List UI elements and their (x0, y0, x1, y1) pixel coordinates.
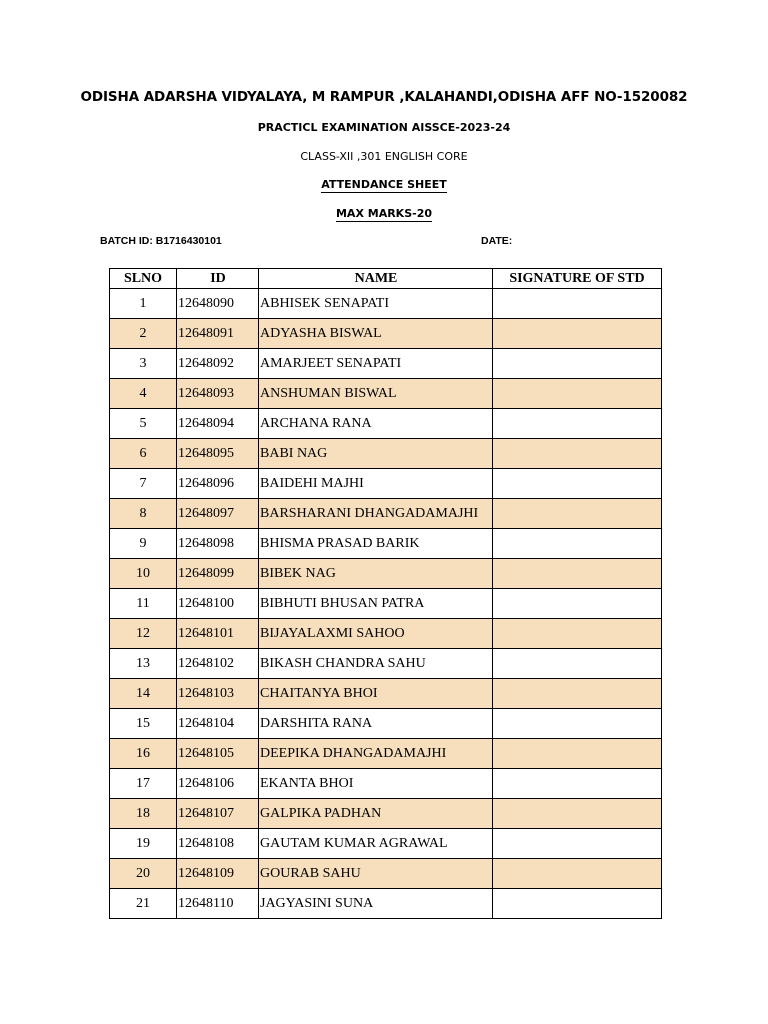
id-cell: 12648093 (177, 379, 259, 409)
slno-cell: 10 (110, 559, 177, 589)
slno-cell: 15 (110, 709, 177, 739)
id-cell: 12648105 (177, 739, 259, 769)
signature-cell[interactable] (493, 349, 662, 379)
table-row (110, 649, 662, 679)
class-subtitle: CLASS-XII ,301 ENGLISH CORE (300, 150, 468, 163)
name-cell: DARSHITA RANA (259, 709, 493, 739)
signature-cell[interactable] (493, 439, 662, 469)
id-cell: 12648098 (177, 529, 259, 559)
signature-cell[interactable] (493, 649, 662, 679)
slno-cell: 16 (110, 739, 177, 769)
slno-cell: 19 (110, 829, 177, 859)
id-cell: 12648101 (177, 619, 259, 649)
slno-cell: 12 (110, 619, 177, 649)
table-row (110, 499, 662, 529)
id-cell: 12648090 (177, 289, 259, 319)
slno-cell: 21 (110, 889, 177, 919)
id-cell: 12648099 (177, 559, 259, 589)
signature-cell[interactable] (493, 529, 662, 559)
date-label: DATE: (481, 235, 513, 247)
slno-cell: 3 (110, 349, 177, 379)
table-row (110, 889, 662, 919)
signature-cell[interactable] (493, 739, 662, 769)
table-row (110, 319, 662, 349)
slno-cell: 14 (110, 679, 177, 709)
table-row (110, 859, 662, 889)
name-cell: EKANTA BHOI (259, 769, 493, 799)
slno-cell: 4 (110, 379, 177, 409)
name-cell: DEEPIKA DHANGADAMAJHI (259, 739, 493, 769)
table-row (110, 739, 662, 769)
id-cell: 12648100 (177, 589, 259, 619)
sheet-title-text: ATTENDANCE SHEET (321, 178, 447, 191)
id-cell: 12648092 (177, 349, 259, 379)
id-cell: 12648096 (177, 469, 259, 499)
slno-cell: 18 (110, 799, 177, 829)
column-header-signature: SIGNATURE OF STD (493, 269, 662, 289)
slno-cell: 6 (110, 439, 177, 469)
id-cell: 12648108 (177, 829, 259, 859)
max-marks (0, 207, 768, 220)
table-row (110, 559, 662, 589)
name-cell: ABHISEK SENAPATI (259, 289, 493, 319)
slno-cell: 8 (110, 499, 177, 529)
table-row (110, 589, 662, 619)
slno-cell: 5 (110, 409, 177, 439)
signature-cell[interactable] (493, 859, 662, 889)
name-cell: ADYASHA BISWAL (259, 319, 493, 349)
table-row (110, 289, 662, 319)
signature-cell[interactable] (493, 499, 662, 529)
table-row (110, 829, 662, 859)
id-cell: 12648094 (177, 409, 259, 439)
id-cell: 12648097 (177, 499, 259, 529)
exam-title: PRACTICL EXAMINATION AISSCE-2023-24 (257, 121, 511, 134)
signature-cell[interactable] (493, 469, 662, 499)
signature-cell[interactable] (493, 559, 662, 589)
signature-cell[interactable] (493, 289, 662, 319)
column-header-name: NAME (259, 269, 493, 289)
table-row (110, 379, 662, 409)
signature-cell[interactable] (493, 769, 662, 799)
slno-cell: 1 (110, 289, 177, 319)
id-cell: 12648103 (177, 679, 259, 709)
table-row (110, 769, 662, 799)
table-body (110, 289, 662, 919)
id-cell: 12648104 (177, 709, 259, 739)
column-header-slno: SLNO (110, 269, 177, 289)
signature-cell[interactable] (493, 619, 662, 649)
max-marks-text: MAX MARKS-20 (335, 207, 433, 220)
signature-cell[interactable] (493, 709, 662, 739)
name-cell: CHAITANYA BHOI (259, 679, 493, 709)
table-row (110, 469, 662, 499)
table-row (110, 349, 662, 379)
name-cell: AMARJEET SENAPATI (259, 349, 493, 379)
name-cell: ANSHUMAN BISWAL (259, 379, 493, 409)
name-cell: BABI NAG (259, 439, 493, 469)
school-title: ODISHA ADARSHA VIDYALAYA, M RAMPUR ,KALAHANDI,ODISHA AFF NO-1520082 (80, 89, 688, 105)
name-cell: BHISMA PRASAD BARIK (259, 529, 493, 559)
name-cell: BAIDEHI MAJHI (259, 469, 493, 499)
table-row (110, 709, 662, 739)
id-cell: 12648095 (177, 439, 259, 469)
signature-cell[interactable] (493, 379, 662, 409)
table-row (110, 619, 662, 649)
signature-cell[interactable] (493, 799, 662, 829)
id-cell: 12648110 (177, 889, 259, 919)
sheet-title (0, 178, 768, 191)
table-row (110, 799, 662, 829)
name-cell: BIBEK NAG (259, 559, 493, 589)
table-row (110, 529, 662, 559)
slno-cell: 13 (110, 649, 177, 679)
signature-cell[interactable] (493, 589, 662, 619)
id-cell: 12648109 (177, 859, 259, 889)
slno-cell: 17 (110, 769, 177, 799)
slno-cell: 20 (110, 859, 177, 889)
attendance-table (109, 268, 662, 919)
slno-cell: 2 (110, 319, 177, 349)
name-cell: BIJAYALAXMI SAHOO (259, 619, 493, 649)
id-cell: 12648107 (177, 799, 259, 829)
id-cell: 12648091 (177, 319, 259, 349)
table-header-row (110, 269, 662, 289)
slno-cell: 11 (110, 589, 177, 619)
table-row (110, 409, 662, 439)
signature-cell[interactable] (493, 889, 662, 919)
name-cell: BIKASH CHANDRA SAHU (259, 649, 493, 679)
slno-cell: 9 (110, 529, 177, 559)
name-cell: BARSHARANI DHANGADAMAJHI (259, 499, 493, 529)
signature-cell[interactable] (493, 829, 662, 859)
slno-cell: 7 (110, 469, 177, 499)
signature-cell[interactable] (493, 679, 662, 709)
table-row (110, 439, 662, 469)
name-cell: GAUTAM KUMAR AGRAWAL (259, 829, 493, 859)
column-header-id: ID (177, 269, 259, 289)
signature-cell[interactable] (493, 319, 662, 349)
name-cell: ARCHANA RANA (259, 409, 493, 439)
name-cell: GOURAB SAHU (259, 859, 493, 889)
table-row (110, 679, 662, 709)
name-cell: GALPIKA PADHAN (259, 799, 493, 829)
name-cell: JAGYASINI SUNA (259, 889, 493, 919)
id-cell: 12648106 (177, 769, 259, 799)
id-cell: 12648102 (177, 649, 259, 679)
signature-cell[interactable] (493, 409, 662, 439)
batch-id: BATCH ID: B1716430101 (100, 235, 222, 247)
name-cell: BIBHUTI BHUSAN PATRA (259, 589, 493, 619)
